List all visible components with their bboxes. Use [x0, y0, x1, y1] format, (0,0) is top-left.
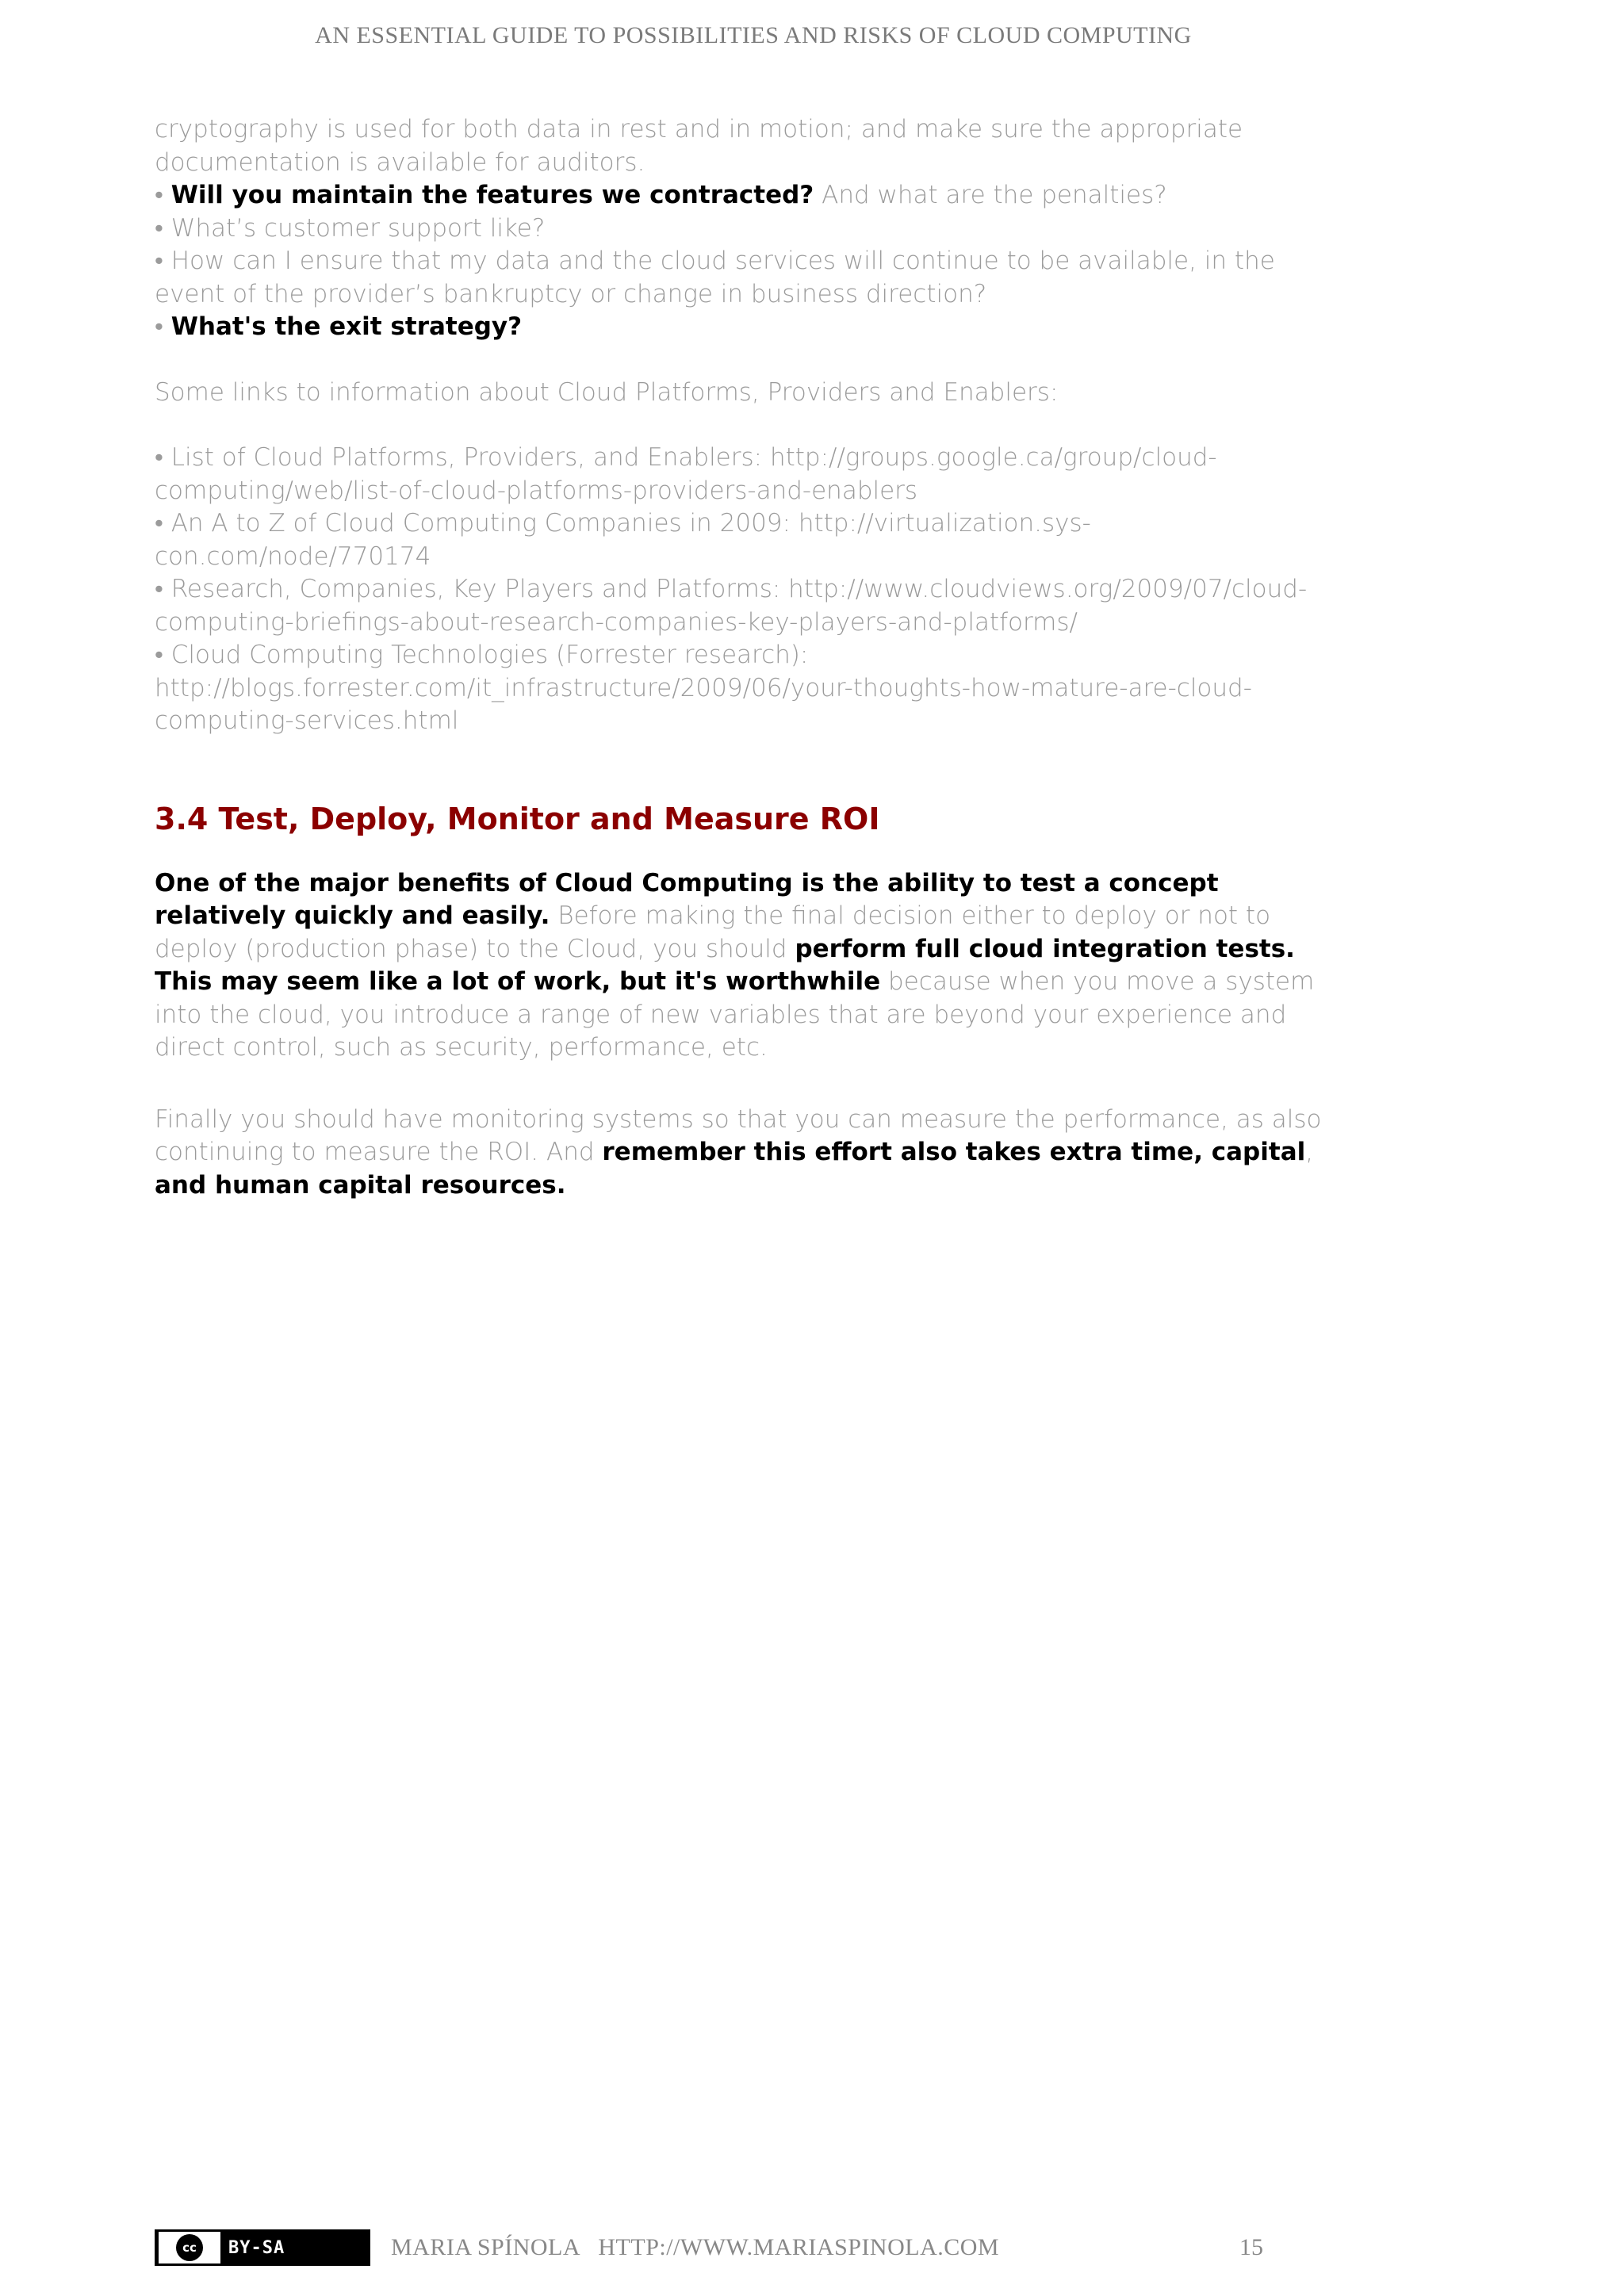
bullet: •	[155, 213, 163, 243]
cc-license-badge[interactable]	[155, 2229, 370, 2266]
section-paragraph-1	[155, 867, 1344, 1065]
running-header: AN ESSENTIAL GUIDE TO POSSIBILITIES AND RISKS OF CLOUD COMPUTING	[315, 22, 1192, 48]
bullet: •	[155, 247, 163, 275]
p2-bold-2: and human capital resources.	[155, 1170, 566, 1200]
bullet: •	[155, 181, 163, 209]
p2-light-2: ,	[1305, 1138, 1314, 1166]
footer-author: MARIA SPÍNOLA HTTP://WWW.MARIASPINOLA.COM	[391, 2234, 1000, 2260]
question-features-bold: Will you maintain the features we contracted?	[170, 181, 814, 209]
question-support: What’s customer support like?	[170, 213, 546, 243]
link-item	[155, 507, 1344, 573]
question-availability: How can I ensure that my data and the cloud services will continue to be available, in the event of the provider’s bankruptcy or change in business direction?	[155, 247, 1275, 308]
section-heading: 3.4 Test, Deploy, Monitor and Measure ROI	[155, 801, 880, 836]
cc-logo-area	[159, 2232, 220, 2263]
p2-light-1: Finally you should have monitoring systems so that you can measure the performance, as also continuing to measure the ROI. And	[155, 1104, 1322, 1166]
question-item-features	[155, 179, 1344, 212]
question-item-availability	[155, 245, 1344, 311]
continuation-paragraph	[155, 113, 1344, 179]
p2-bold-1: remember this effort also takes extra time, capital	[602, 1138, 1306, 1166]
bullet: •	[155, 312, 163, 341]
p1-bold-2: perform full cloud integration tests. This may seem like a lot of work, but it's worthwhile	[155, 934, 1295, 996]
link-text-research[interactable]: Research, Companies, Key Players and Platforms: http://www.cloudviews.org/2009/07/cloud-computing-briefings-about-research-companies-key-players-and-platforms/	[155, 575, 1308, 637]
bullet: •	[155, 509, 163, 538]
bullet: •	[155, 575, 163, 603]
link-item	[155, 639, 1344, 738]
cc-license-label: BY-SA	[228, 2237, 285, 2258]
question-features-rest: And what are the penalties?	[814, 181, 1167, 209]
link-item	[155, 573, 1344, 639]
question-exit-bold: What's the exit strategy?	[170, 312, 523, 341]
page-footer	[155, 2229, 1344, 2271]
continuation-line-1: cryptography is used for both data in rest and in motion; and make sure the appropriate	[155, 115, 1243, 144]
question-item-support	[155, 212, 1344, 246]
link-item	[155, 442, 1344, 507]
page-number: 15	[1239, 2234, 1263, 2260]
link-text-a-to-z[interactable]: An A to Z of Cloud Computing Companies in 2009: http://virtualization.sys-con.com/node/770174	[155, 509, 1091, 571]
link-text-platforms[interactable]: List of Cloud Platforms, Providers, and Enablers: http://groups.google.ca/group/cloud-computing/web/list-of-cloud-platforms-providers-and-enablers	[155, 443, 1217, 505]
question-item-exit	[155, 311, 1344, 344]
section-paragraph-2	[155, 1104, 1344, 1203]
bullet: •	[155, 443, 163, 472]
page-body	[155, 113, 1344, 1202]
p1-bold-1: One of the major benefits of Cloud Computing is the ability to test a concept relatively quickly and easily.	[155, 868, 1219, 930]
bullet: •	[155, 641, 163, 669]
link-text-forrester[interactable]: Cloud Computing Technologies (Forrester research): http://blogs.forrester.com/it_infrastructure/2009/06/your-thoughts-how-mature-are-cloud-computing-services.html	[155, 641, 1252, 735]
p1-light-2: because when you move a system into the cloud, you introduce a range of new variables that are beyond your experience and direct control, such as security, performance, etc.	[155, 967, 1315, 1062]
cc-icon: cc	[176, 2234, 203, 2261]
p1-light-1: Before making the final decision either to deploy or not to deploy (production phase) to the Cloud, you should	[155, 901, 1271, 963]
continuation-line-2: documentation is available for auditors.	[155, 147, 645, 177]
links-intro: Some links to information about Cloud Platforms, Providers and Enablers:	[155, 377, 1059, 407]
